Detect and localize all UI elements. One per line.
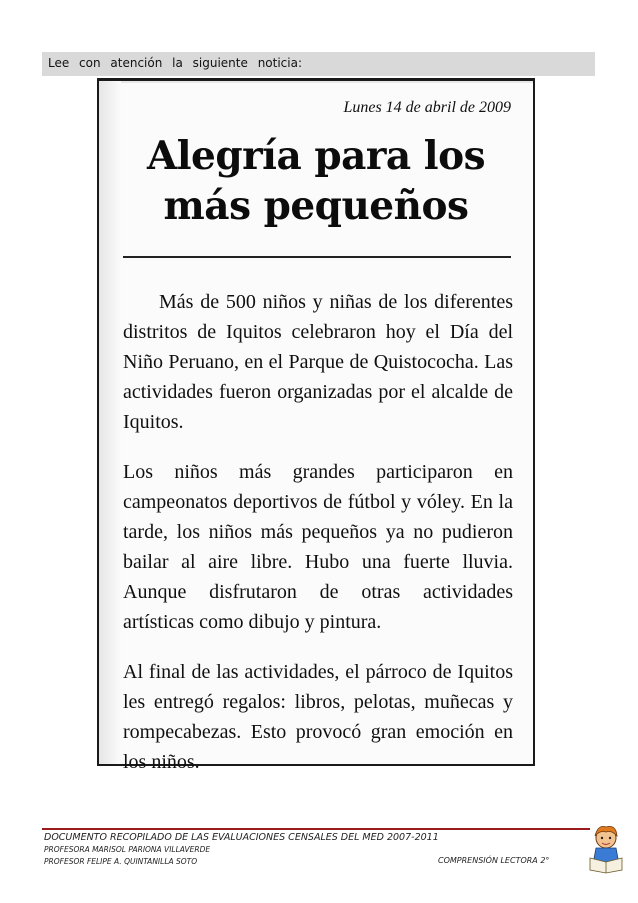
- headline-line-1: Alegría para los: [146, 133, 486, 179]
- headline-divider: [123, 256, 511, 258]
- footer-subject: COMPRENSIÓN LECTORA 2°: [438, 856, 550, 865]
- clipping-headline: [99, 131, 533, 231]
- footer-author-2: PROFESOR FELIPE A. QUINTANILLA SOTO: [44, 857, 198, 866]
- clipping-date: Lunes 14 de abril de 2009: [343, 99, 511, 116]
- footer-source: DOCUMENTO RECOPILADO DE LAS EVALUACIONES CENSALES DEL MED 2007-2011: [44, 832, 439, 843]
- footer-author-1: PROFESORA MARISOL PARIONA VILLAVERDE: [44, 845, 211, 854]
- paragraph-1: Más de 500 niños y niñas de los diferentes distritos de Iquitos celebraron hoy el Día del Niño Peruano, en el Parque de Quistococha. Las actividades fueron organizadas por el alcalde de Iquitos.: [123, 291, 513, 433]
- paragraph-3: Al final de las actividades, el párroco de Iquitos les entregó regalos: libros, pelotas, muñecas y rompecabezas. Esto provocó gran emoción en los niños.: [123, 661, 513, 773]
- clipping-body: [123, 287, 513, 797]
- headline-line-2: más pequeños: [163, 183, 469, 229]
- instruction-bar: [42, 52, 595, 76]
- paragraph-2: Los niños más grandes participaron en campeonatos deportivos de fútbol y vóley. En la tarde, los niños más pequeños ya no pudieron bailar al aire libre. Hubo una fuerte lluvia. Aunque disfrutaron de otras actividades artísticas como dibujo y pintura.: [123, 461, 513, 633]
- footer-divider: [42, 828, 590, 830]
- news-clipping: [97, 78, 535, 773]
- reading-child-icon: [586, 824, 626, 874]
- instruction-text: Lee con atención la siguiente noticia:: [48, 56, 303, 70]
